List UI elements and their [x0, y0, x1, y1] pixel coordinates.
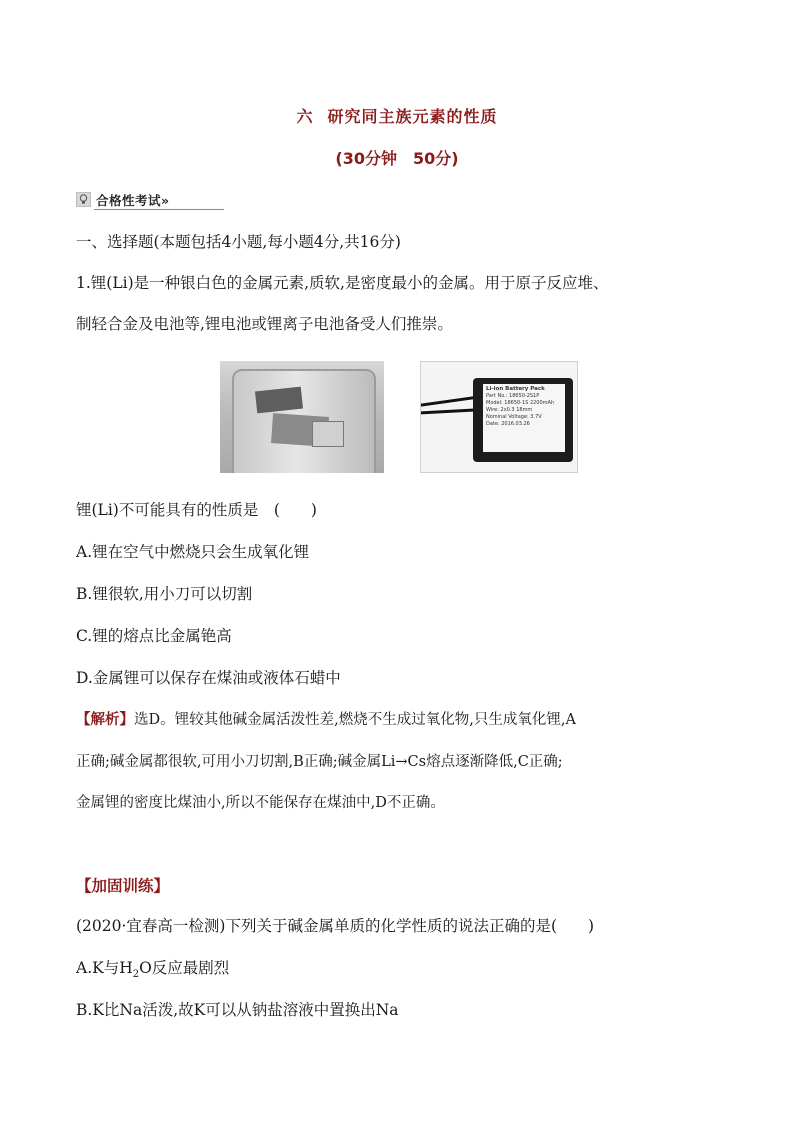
page-title [0, 104, 794, 127]
section-underline [94, 209, 224, 210]
battery-label-line: Date: 2016.03.26 [486, 421, 530, 427]
lithium-metal-photo [220, 361, 384, 473]
battery-wire [420, 408, 477, 414]
analysis-tag: 【解析】 [76, 712, 134, 728]
subscript: 2 [132, 969, 140, 981]
battery-label-line: Nominal Voltage: 3.7V [486, 414, 542, 420]
analysis-line-3: 金属锂的密度比煤油小,所以不能保存在煤油中,D不正确。 [76, 795, 445, 811]
reinforce-option-b: B.K比Na活泼,故K可以从钠盐溶液中置换出Na [76, 1001, 399, 1019]
battery-label-line: Model: 18650-1S 2200mAh [486, 400, 555, 406]
question-1-line-2: 制轻合金及电池等,锂电池或锂离子电池备受人们推崇。 [76, 315, 453, 333]
battery-pack-photo [420, 361, 578, 473]
battery-label [483, 384, 565, 452]
reinforce-option-a-pre: A.K与H [76, 959, 133, 977]
reinforce-option-a-post: O反应最剧烈 [139, 959, 230, 977]
reinforce-question: (2020·宜春高一检测)下列关于碱金属单质的化学性质的说法正确的是( ) [76, 917, 595, 935]
lithium-chunk [312, 421, 344, 447]
question-1-line-1: 1.锂(Li)是一种银白色的金属元素,质软,是密度最小的金属。用于原子反应堆、 [76, 274, 609, 292]
section-number: 六 [296, 107, 314, 126]
reinforce-tag-text: 【加固训练】 [76, 877, 170, 895]
reinforce-option-a [76, 958, 229, 985]
part-heading: 一、选择题(本题包括4小题,每小题4分,共16分) [76, 233, 401, 251]
option-c: C.锂的熔点比金属铯高 [76, 627, 232, 645]
section-title: 研究同主族元素的性质 [327, 107, 498, 126]
analysis-text: 选D。锂较其他碱金属活泼性差,燃烧不生成过氧化物,只生成氧化锂,A [134, 712, 576, 728]
time-score-note: (30分钟 50分) [335, 149, 459, 168]
battery-label-title: Li-ion Battery Pack [486, 386, 545, 392]
analysis-line-2: 正确;碱金属都很软,可用小刀切割,B正确;碱金属Li→Cs熔点逐渐降低,C正确; [76, 754, 563, 770]
option-a: A.锂在空气中燃烧只会生成氧化锂 [76, 543, 310, 561]
reinforce-tag [76, 876, 169, 896]
battery-label-line: Part No.: 18650-2S1P [486, 393, 540, 399]
section-header-bar [76, 192, 224, 210]
battery-label-line: Wire: 2x0.3 18mm [486, 407, 533, 413]
question-1-ask: 锂(Li)不可能具有的性质是 ( ) [76, 501, 317, 519]
analysis-line-1 [76, 710, 576, 730]
battery-wire [420, 396, 477, 407]
option-b: B.锂很软,用小刀可以切割 [76, 585, 253, 603]
section-label: 合格性考试» [96, 193, 170, 208]
option-d: D.金属锂可以保存在煤油或液体石蜡中 [76, 669, 341, 687]
lightbulb-icon [76, 192, 91, 207]
